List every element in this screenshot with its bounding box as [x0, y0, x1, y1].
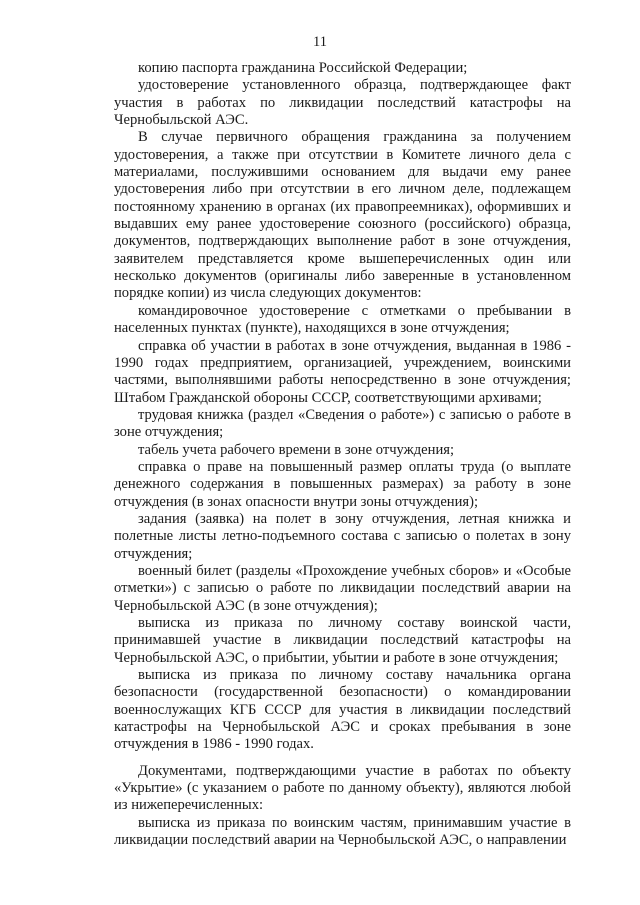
paragraph-unit-order: выписка из приказа по личному составу воинской части, принимавшей участие в ликвидации последствий катастрофы на Чернобыльской АЭС, о прибытии, убытии и работе в зоне отчуждения;	[114, 615, 571, 666]
paragraph-flight-tasks: задания (заявка) на полет в зону отчуждения, летная книжка и полетные листы летно-подъемного состава с записью о полетах в зону отчуждения;	[114, 510, 571, 562]
paragraph-military-id: военный билет (разделы «Прохождение учебных сборов» и «Особые отметки») с записью о работе по ликвидации последствий аварии на Чернобыльской АЭС (в зоне отчуждения);	[114, 562, 571, 614]
paragraph-first-request: В случае первичного обращения гражданина за получением удостоверения, а также при отсутствии в Комитете личного дела с материалами, послужившими основанием для выдачи ему ранее удостоверения либо при отсутствии в его личном деле, подлежащем постоянному хранению в органах (их правопреемниках), оформивших и выдавших ему ранее удостоверение союзного (российского) образца, документов, подтверждающих выполнение работ в зоне отчуждения, заявителем представляется кроме вышеперечисленных один или несколько документов (оригиналы либо заверенные в установленном порядке копии) из числа следующих документов:	[114, 129, 571, 302]
paragraph-kgb-order: выписка из приказа по личному составу начальника органа безопасности (государственной безопасности) о командировании военнослужащих КГБ СССР для участия в ликвидации последствий катастрофы на Чернобыльской АЭС и сроках пребывания в зоне отчуждения в 1986 - 1990 годах.	[114, 667, 571, 753]
document-body	[114, 60, 571, 849]
paragraph-travel-certificate: командировочное удостоверение с отметками о пребывании в населенных пунктах (пункте), находящихся в зоне отчуждения;	[114, 302, 571, 337]
paragraph-certificate: удостоверение установленного образца, подтверждающее факт участия в работах по ликвидации последствий катастрофы на Чернобыльской АЭС.	[114, 77, 571, 129]
paragraph-increased-pay: справка о праве на повышенный размер оплаты труда (о выплате денежного содержания в повышенных размерах) за работу в зоне отчуждения (в зонах опасности внутри зоны отчуждения);	[114, 458, 571, 510]
page-number: 11	[313, 34, 327, 50]
paragraph-employment-book: трудовая книжка (раздел «Сведения о работе») с записью о работе в зоне отчуждения;	[114, 406, 571, 441]
paragraph-work-reference: справка об участии в работах в зоне отчуждения, выданная в 1986 - 1990 годах предприятием, организацией, учреждением, воинскими частями, выполнявшими работы непосредственно в зоне отчуждения; Штабом Гражданской обороны СССР, соответствующими архивами;	[114, 337, 571, 406]
paragraph-military-units-order: выписка из приказа по воинским частям, принимавшим участие в ликвидации последствий аварии на Чернобыльской АЭС, о направлении	[114, 814, 571, 849]
paragraph-timesheet: табель учета рабочего времени в зоне отчуждения;	[138, 441, 455, 458]
paragraph-shelter-documents: Документами, подтверждающими участие в работах по объекту «Укрытие» (с указанием о работе по данному объекту), являются любой из нижеперечисленных:	[114, 762, 571, 814]
paragraph-passport-copy: копию паспорта гражданина Российской Федерации;	[138, 60, 468, 76]
